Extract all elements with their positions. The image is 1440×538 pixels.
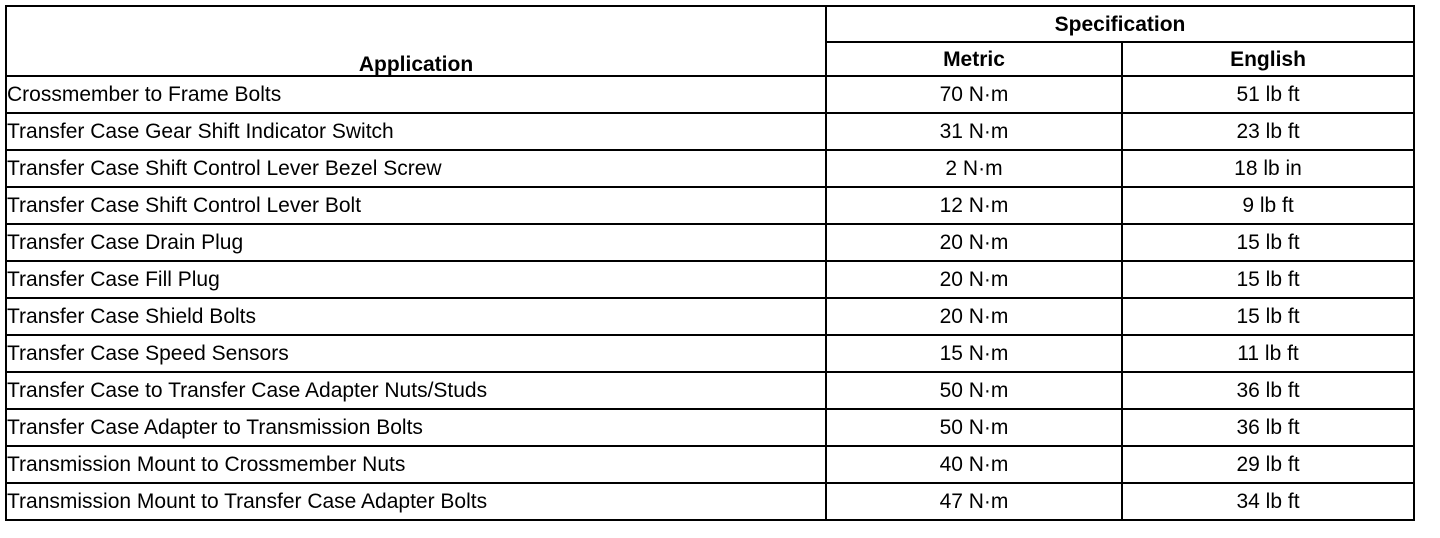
application-cell: Transmission Mount to Crossmember Nuts [6,446,826,483]
metric-column-header: Metric [826,42,1122,76]
application-column-header: Application [6,6,826,76]
english-cell: 36 lb ft [1122,372,1414,409]
english-cell: 15 lb ft [1122,224,1414,261]
metric-cell: 40 N·m [826,446,1122,483]
table-row [6,150,1414,187]
application-cell: Transfer Case Shield Bolts [6,298,826,335]
metric-cell: 70 N·m [826,76,1122,113]
english-cell: 51 lb ft [1122,76,1414,113]
table-row [6,113,1414,150]
metric-cell: 20 N·m [826,298,1122,335]
application-cell: Transfer Case Adapter to Transmission Bolts [6,409,826,446]
application-cell: Transmission Mount to Transfer Case Adapter Bolts [6,483,826,520]
table-row [6,446,1414,483]
torque-spec-table [5,5,1415,521]
specification-group-header: Specification [826,6,1414,42]
application-cell: Transfer Case to Transfer Case Adapter Nuts/Studs [6,372,826,409]
english-cell: 9 lb ft [1122,187,1414,224]
english-cell: 15 lb ft [1122,298,1414,335]
table-row [6,261,1414,298]
table-row [6,298,1414,335]
english-cell: 34 lb ft [1122,483,1414,520]
english-cell: 29 lb ft [1122,446,1414,483]
table-row [6,224,1414,261]
application-cell: Transfer Case Shift Control Lever Bezel Screw [6,150,826,187]
metric-cell: 47 N·m [826,483,1122,520]
metric-cell: 50 N·m [826,372,1122,409]
application-cell: Transfer Case Gear Shift Indicator Switch [6,113,826,150]
table-row [6,372,1414,409]
table-header [6,6,1414,76]
english-column-header: English [1122,42,1414,76]
english-cell: 15 lb ft [1122,261,1414,298]
table-body [6,76,1414,520]
english-cell: 18 lb in [1122,150,1414,187]
metric-cell: 2 N·m [826,150,1122,187]
english-cell: 23 lb ft [1122,113,1414,150]
table-row [6,335,1414,372]
english-cell: 36 lb ft [1122,409,1414,446]
metric-cell: 50 N·m [826,409,1122,446]
header-row-top [6,6,1414,42]
application-cell: Transfer Case Shift Control Lever Bolt [6,187,826,224]
application-cell: Transfer Case Drain Plug [6,224,826,261]
table-row [6,409,1414,446]
metric-cell: 15 N·m [826,335,1122,372]
metric-cell: 31 N·m [826,113,1122,150]
application-cell: Transfer Case Fill Plug [6,261,826,298]
metric-cell: 12 N·m [826,187,1122,224]
metric-cell: 20 N·m [826,224,1122,261]
table-row [6,76,1414,113]
application-cell: Crossmember to Frame Bolts [6,76,826,113]
table-row [6,483,1414,520]
metric-cell: 20 N·m [826,261,1122,298]
english-cell: 11 lb ft [1122,335,1414,372]
table-row [6,187,1414,224]
application-cell: Transfer Case Speed Sensors [6,335,826,372]
